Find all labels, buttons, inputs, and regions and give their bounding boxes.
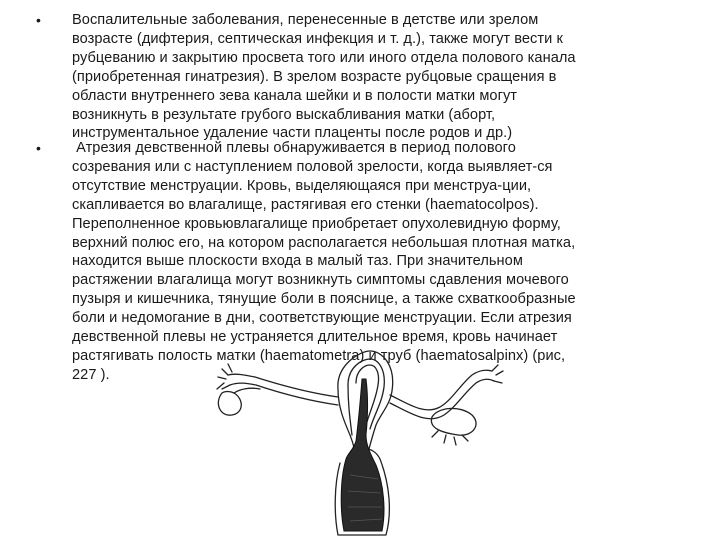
text-line: растяжении влагалища могут возникнуть симптомы сдавления мочевого <box>72 272 569 289</box>
text-line: девственной плевы не устраняется длительное время, кровь начинает <box>72 329 558 346</box>
bullet-marker-2: • <box>36 140 41 156</box>
text-line: созревания или с наступлением половой зрелости, когда выявляет-ся <box>72 158 553 175</box>
text-line: верхний полюс его, на котором располагается небольшая плотная матка, <box>72 234 576 251</box>
text-line: инструментальное удаление части плаценты после родов и др.) <box>72 125 513 142</box>
text-line: области внутреннего зева канала шейки и в полости матки могут <box>72 87 518 104</box>
uterus-haematocolpos-drawing <box>210 345 510 540</box>
text-line: 227 ). <box>72 366 110 383</box>
text-line: пузыря и кишечника, тянущие боли в пояснице, а также схваткообразные <box>72 291 576 308</box>
right-fallopian-tube <box>390 370 492 410</box>
left-fimbriae <box>217 364 232 389</box>
text-line: скапливается во влагалище, растягивая его стенки (haematocolpos). <box>72 196 539 213</box>
text-line: (приобретенная гинатрезия). В зрелом возрасте рубцовые сращения в <box>72 68 557 85</box>
text-line: Воспалительные заболевания, перенесенные в детстве или зрелом <box>72 12 539 28</box>
text-line: возникнуть в результате грубого выскабливания матки (аборт, <box>72 106 496 123</box>
text-line: находится выше плоскости входа в малый таз. При значительном <box>72 253 523 270</box>
text-line: Атрезия девственной плевы обнаруживается в период полового <box>72 140 516 156</box>
text-line: Переполненное кровьювлагалище приобретает опухолевидную форму, <box>72 215 561 232</box>
text-line: рубцеванию и закрытию просвета того или иного отдела полового канала <box>72 49 576 66</box>
paragraph-gynatresia <box>72 11 672 143</box>
text-line: возрасте (дифтерия, септическая инфекция и т. д.), также могут вести к <box>72 30 563 47</box>
anatomical-illustration <box>210 345 510 540</box>
bullet-marker-1: • <box>36 12 41 28</box>
text-line: растягивать полость матки (haematometra) и труб (haematosalpinx) (рис, <box>72 347 566 364</box>
text-line: отсутствие менструации. Кровь, выделяющаяся при менструа-ции, <box>72 177 532 194</box>
text-line: боли и недомогание в дни, соответствующие менструации. Если атрезия <box>72 310 572 327</box>
left-ovary <box>218 392 241 416</box>
